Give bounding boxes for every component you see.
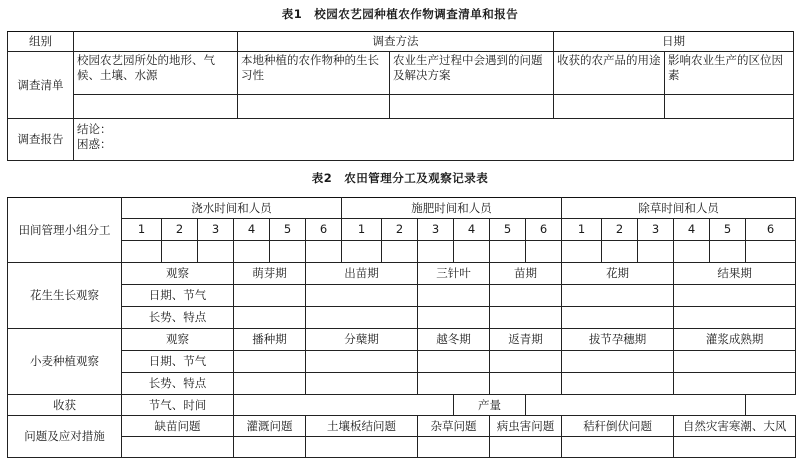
measure-cell[interactable] (418, 437, 490, 458)
fertilizing-person-2[interactable] (382, 241, 418, 263)
fertilizing-header: 施肥时间和人员 (342, 198, 562, 219)
peanut-growth-cell[interactable] (562, 307, 674, 329)
weeding-no-3: 3 (638, 219, 674, 241)
watering-header: 浇水时间和人员 (122, 198, 342, 219)
peanut-date-cell[interactable] (418, 285, 490, 307)
watering-person-3[interactable] (198, 241, 234, 263)
peanut-label: 花生生长观察 (8, 263, 122, 329)
fertilizing-no-5: 5 (490, 219, 526, 241)
wheat-growth-cell[interactable] (418, 373, 490, 395)
weeding-no-2: 2 (602, 219, 638, 241)
peanut-growth-label: 长势、特点 (122, 307, 234, 329)
report-label: 调查报告 (8, 119, 74, 161)
peanut-stage-4: 苗期 (490, 263, 562, 285)
wheat-stage-6: 灌浆成熟期 (674, 329, 796, 351)
wheat-growth-cell[interactable] (234, 373, 306, 395)
peanut-observe-label: 观察 (122, 263, 234, 285)
wheat-date-label: 日期、节气 (122, 351, 234, 373)
fertilizing-person-1[interactable] (342, 241, 382, 263)
peanut-date-label: 日期、节气 (122, 285, 234, 307)
fertilizing-no-3: 3 (418, 219, 454, 241)
measure-cell[interactable] (234, 437, 306, 458)
peanut-growth-cell[interactable] (490, 307, 562, 329)
peanut-date-cell[interactable] (562, 285, 674, 307)
problem-3: 土壤板结问题 (306, 416, 418, 437)
report-cell[interactable]: 结论： 困惑： (74, 119, 794, 161)
weeding-person-5[interactable] (710, 241, 746, 263)
watering-person-6[interactable] (306, 241, 342, 263)
survey-table (7, 31, 794, 161)
watering-no-3: 3 (198, 219, 234, 241)
wheat-date-cell[interactable] (490, 351, 562, 373)
group-header: 组别 (8, 32, 74, 52)
watering-person-1[interactable] (122, 241, 162, 263)
checklist-item-1: 校园农艺园所处的地形、气候、土壤、水源 (74, 52, 238, 95)
table2-caption: 表2 农田管理分工及观察记录表 (311, 171, 489, 185)
problem-7: 自然灾害寒潮、大风 (674, 416, 796, 437)
watering-person-5[interactable] (270, 241, 306, 263)
header-blank (74, 32, 238, 52)
fertilizing-no-6: 6 (526, 219, 562, 241)
wheat-stage-3: 越冬期 (418, 329, 490, 351)
weeding-person-3[interactable] (638, 241, 674, 263)
problem-4: 杂草问题 (418, 416, 490, 437)
harvest-label: 收获 (8, 395, 122, 416)
wheat-growth-cell[interactable] (490, 373, 562, 395)
wheat-date-cell[interactable] (674, 351, 796, 373)
peanut-growth-cell[interactable] (306, 307, 418, 329)
wheat-stage-5: 拔节孕穗期 (562, 329, 674, 351)
method-header: 调查方法 (238, 32, 554, 52)
date-header: 日期 (554, 32, 794, 52)
wheat-growth-cell[interactable] (306, 373, 418, 395)
watering-no-1: 1 (122, 219, 162, 241)
measure-cell[interactable] (490, 437, 562, 458)
checklist-entry-3[interactable] (390, 95, 554, 119)
watering-no-5: 5 (270, 219, 306, 241)
wheat-growth-cell[interactable] (674, 373, 796, 395)
measure-cell[interactable] (674, 437, 796, 458)
problems-label: 问题及应对措施 (8, 416, 122, 458)
checklist-entry-4[interactable] (554, 95, 665, 119)
watering-no-6: 6 (306, 219, 342, 241)
weeding-person-2[interactable] (602, 241, 638, 263)
problem-2: 灌溉问题 (234, 416, 306, 437)
problem-1: 缺苗问题 (122, 416, 234, 437)
weeding-no-5: 5 (710, 219, 746, 241)
watering-person-2[interactable] (162, 241, 198, 263)
checklist-item-5: 影响农业生产的区位因素 (665, 52, 794, 95)
peanut-stage-3: 三针叶 (418, 263, 490, 285)
wheat-growth-label: 长势、特点 (122, 373, 234, 395)
yield-cell[interactable] (526, 395, 746, 416)
peanut-stage-5: 花期 (562, 263, 674, 285)
wheat-observe-label: 观察 (122, 329, 234, 351)
weeding-no-1: 1 (562, 219, 602, 241)
wheat-date-cell[interactable] (306, 351, 418, 373)
peanut-growth-cell[interactable] (418, 307, 490, 329)
checklist-label: 调查清单 (8, 52, 74, 119)
fertilizing-no-1: 1 (342, 219, 382, 241)
weeding-header: 除草时间和人员 (562, 198, 796, 219)
fertilizing-no-2: 2 (382, 219, 418, 241)
checklist-entry-5[interactable] (665, 95, 794, 119)
peanut-growth-cell[interactable] (234, 307, 306, 329)
weeding-no-4: 4 (674, 219, 710, 241)
problem-6: 秸秆倒伏问题 (562, 416, 674, 437)
peanut-date-cell[interactable] (674, 285, 796, 307)
fertilizing-person-3[interactable] (418, 241, 454, 263)
fertilizing-person-5[interactable] (490, 241, 526, 263)
problem-5: 病虫害问题 (490, 416, 562, 437)
checklist-entry-1[interactable] (74, 95, 238, 119)
fertilizing-no-4: 4 (454, 219, 490, 241)
fertilizing-person-4[interactable] (454, 241, 490, 263)
watering-no-4: 4 (234, 219, 270, 241)
yield-label: 产量 (454, 395, 526, 416)
peanut-stage-6: 结果期 (674, 263, 796, 285)
wheat-stage-4: 返青期 (490, 329, 562, 351)
solar-term-label: 节气、时间 (122, 395, 234, 416)
division-label: 田间管理小组分工 (8, 198, 122, 263)
wheat-stage-2: 分蘖期 (306, 329, 418, 351)
wheat-growth-cell[interactable] (562, 373, 674, 395)
peanut-date-cell[interactable] (306, 285, 418, 307)
measure-cell[interactable] (562, 437, 674, 458)
weeding-person-1[interactable] (562, 241, 602, 263)
weeding-no-6: 6 (746, 219, 796, 241)
harvest-time-cell[interactable] (234, 395, 454, 416)
table1-caption: 表1 校园农艺园种植农作物调查清单和报告 (281, 7, 519, 21)
checklist-entry-2[interactable] (238, 95, 390, 119)
checklist-item-4: 收获的农产品的用途 (554, 52, 665, 95)
weeding-person-6[interactable] (746, 241, 796, 263)
peanut-date-cell[interactable] (490, 285, 562, 307)
weeding-person-4[interactable] (674, 241, 710, 263)
watering-person-4[interactable] (234, 241, 270, 263)
wheat-date-cell[interactable] (418, 351, 490, 373)
wheat-stage-1: 播种期 (234, 329, 306, 351)
peanut-date-cell[interactable] (234, 285, 306, 307)
checklist-item-2: 本地种植的农作物种的生长习性 (238, 52, 390, 95)
wheat-label: 小麦种植观察 (8, 329, 122, 395)
wheat-date-cell[interactable] (562, 351, 674, 373)
watering-no-2: 2 (162, 219, 198, 241)
measure-cell[interactable] (306, 437, 418, 458)
peanut-growth-cell[interactable] (674, 307, 796, 329)
wheat-date-cell[interactable] (234, 351, 306, 373)
measure-cell[interactable] (122, 437, 234, 458)
checklist-item-3: 农业生产过程中会遇到的问题及解决方案 (390, 52, 554, 95)
peanut-stage-2: 出苗期 (306, 263, 418, 285)
fertilizing-person-6[interactable] (526, 241, 562, 263)
peanut-stage-1: 萌芽期 (234, 263, 306, 285)
field-management-table (7, 197, 796, 458)
